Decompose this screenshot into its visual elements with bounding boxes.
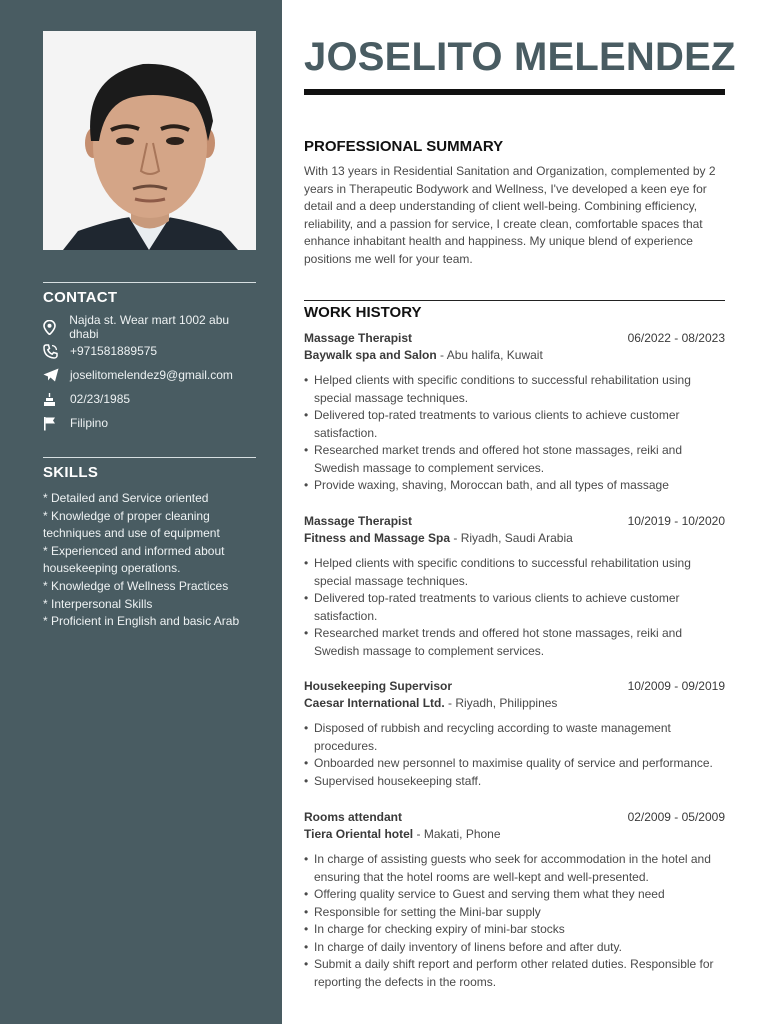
skill-item: * Knowledge of Wellness Practices bbox=[43, 578, 229, 593]
summary-heading: PROFESSIONAL SUMMARY bbox=[304, 138, 504, 155]
contact-address-text: Najda st. Wear mart 1002 abu dhabi bbox=[69, 313, 230, 341]
job-location: - Riyadh, Saudi Arabia bbox=[450, 531, 573, 545]
job-bullet: • Responsible for setting the Mini-bar supply bbox=[304, 904, 725, 922]
job-entry bbox=[304, 678, 725, 790]
skill-item: * Experienced and informed about housekeeping operations. bbox=[43, 543, 225, 576]
job-bullet: • Delivered top-rated treatments to various clients to achieve customer satisfaction. bbox=[304, 407, 725, 442]
work-history-divider bbox=[304, 300, 725, 301]
job-location: - Riyadh, Philippines bbox=[444, 696, 558, 710]
job-company: Fitness and Massage Spa bbox=[304, 531, 451, 545]
job-bullet: • Provide waxing, shaving, Moroccan bath, and all types of massage bbox=[304, 477, 725, 495]
job-dates: 10/2019 - 10/2020 bbox=[627, 514, 725, 528]
contact-birthdate bbox=[43, 387, 256, 411]
contact-nationality bbox=[43, 411, 256, 435]
birthday-cake-icon bbox=[43, 392, 70, 407]
job-bullet: • Submit a daily shift report and perform other related duties. Responsible for reporting the defects in the rooms. bbox=[304, 956, 725, 991]
job-bullet: • Supervised housekeeping staff. bbox=[304, 773, 725, 791]
job-dates: 02/2009 - 05/2009 bbox=[627, 810, 725, 824]
job-bullet: • In charge for checking expiry of mini-bar stocks bbox=[304, 921, 725, 939]
job-bullet: • In charge of daily inventory of linens before and after duty. bbox=[304, 939, 725, 957]
contact-email-text: joselitomelendez9@gmail.com bbox=[70, 368, 233, 382]
candidate-name: JOSELITO MELENDEZ bbox=[304, 35, 736, 79]
skills-divider bbox=[43, 457, 256, 458]
job-entry bbox=[304, 330, 725, 495]
job-title: Massage Therapist bbox=[304, 514, 413, 528]
skill-item: * Interpersonal Skills bbox=[43, 596, 153, 611]
location-pin-icon bbox=[43, 320, 69, 335]
contact-section bbox=[43, 282, 256, 435]
job-bullets bbox=[304, 372, 725, 495]
job-dates: 10/2009 - 09/2019 bbox=[627, 679, 725, 693]
job-bullet: • Onboarded new personnel to maximise quality of service and performance. bbox=[304, 755, 725, 773]
job-bullet: • Researched market trends and offered hot stone massages, reiki and Swedish massage to complement services. bbox=[304, 625, 725, 660]
skill-item: * Detailed and Service oriented bbox=[43, 491, 209, 505]
contact-heading: CONTACT bbox=[43, 289, 118, 306]
job-bullets bbox=[304, 851, 725, 991]
contact-address bbox=[43, 315, 256, 339]
job-location: - Abu halifa, Kuwait bbox=[436, 348, 543, 362]
skills-list bbox=[43, 490, 256, 631]
job-bullet: • Helped clients with specific conditions to successful rehabilitation using special massage techniques. bbox=[304, 372, 725, 407]
job-title: Massage Therapist bbox=[304, 331, 413, 345]
skills-heading: SKILLS bbox=[43, 464, 99, 481]
job-title: Rooms attendant bbox=[304, 810, 403, 824]
job-bullet: • Offering quality service to Guest and serving them what they need bbox=[304, 886, 725, 904]
contact-email[interactable] bbox=[43, 363, 256, 387]
job-company: Tiera Oriental hotel bbox=[304, 827, 414, 841]
job-title: Housekeeping Supervisor bbox=[304, 679, 453, 693]
phone-icon bbox=[43, 344, 70, 359]
flag-icon bbox=[43, 416, 70, 431]
skills-section bbox=[43, 457, 256, 631]
job-location: - Makati, Phone bbox=[413, 827, 501, 841]
summary-text: With 13 years in Residential Sanitation and Organization, complemented by 2 years in Therapeutic Bodywork and Wellness, I've developed a keen eye for detail and a deep understanding of client well-being. Combining efficiency, reliability, and a passion for service, I create clean, comfortable spaces that enhance inhabitant health and happiness. My unique blend of experience positions me well for your team. bbox=[304, 164, 716, 266]
profile-photo bbox=[43, 31, 256, 250]
contact-divider bbox=[43, 282, 256, 283]
contact-phone-text: +971581889575 bbox=[70, 344, 158, 358]
work-history-heading: WORK HISTORY bbox=[304, 304, 422, 321]
skill-item: * Knowledge of proper cleaning techniques and use of equipment bbox=[43, 508, 220, 541]
job-bullet: • In charge of assisting guests who seek for accommodation in the hotel and ensuring that the hotel rooms are well-kept and well-presented. bbox=[304, 851, 725, 886]
contact-phone[interactable] bbox=[43, 339, 256, 363]
contact-birthdate-text: 02/23/1985 bbox=[70, 392, 131, 406]
job-company: Baywalk spa and Salon bbox=[304, 348, 437, 362]
contact-nationality-text: Filipino bbox=[70, 416, 109, 430]
job-bullet: • Delivered top-rated treatments to various clients to achieve customer satisfaction. bbox=[304, 590, 725, 625]
job-bullet: • Researched market trends and offered hot stone massages, reiki and Swedish massage to complement services. bbox=[304, 442, 725, 477]
contact-list bbox=[43, 315, 256, 435]
job-bullet: • Helped clients with specific conditions to successful rehabilitation using special massage techniques. bbox=[304, 555, 725, 590]
sidebar bbox=[0, 0, 282, 1024]
job-company: Caesar International Ltd. bbox=[304, 696, 445, 710]
name-underline bbox=[304, 89, 725, 95]
skill-item: * Proficient in English and basic Arab bbox=[43, 614, 240, 629]
job-entry bbox=[304, 513, 725, 660]
job-bullets bbox=[304, 555, 725, 660]
job-dates: 06/2022 - 08/2023 bbox=[627, 331, 725, 345]
job-bullets bbox=[304, 720, 725, 790]
job-entry bbox=[304, 809, 725, 991]
email-icon bbox=[43, 368, 70, 382]
job-bullet: • Disposed of rubbish and recycling according to waste management procedures. bbox=[304, 720, 725, 755]
